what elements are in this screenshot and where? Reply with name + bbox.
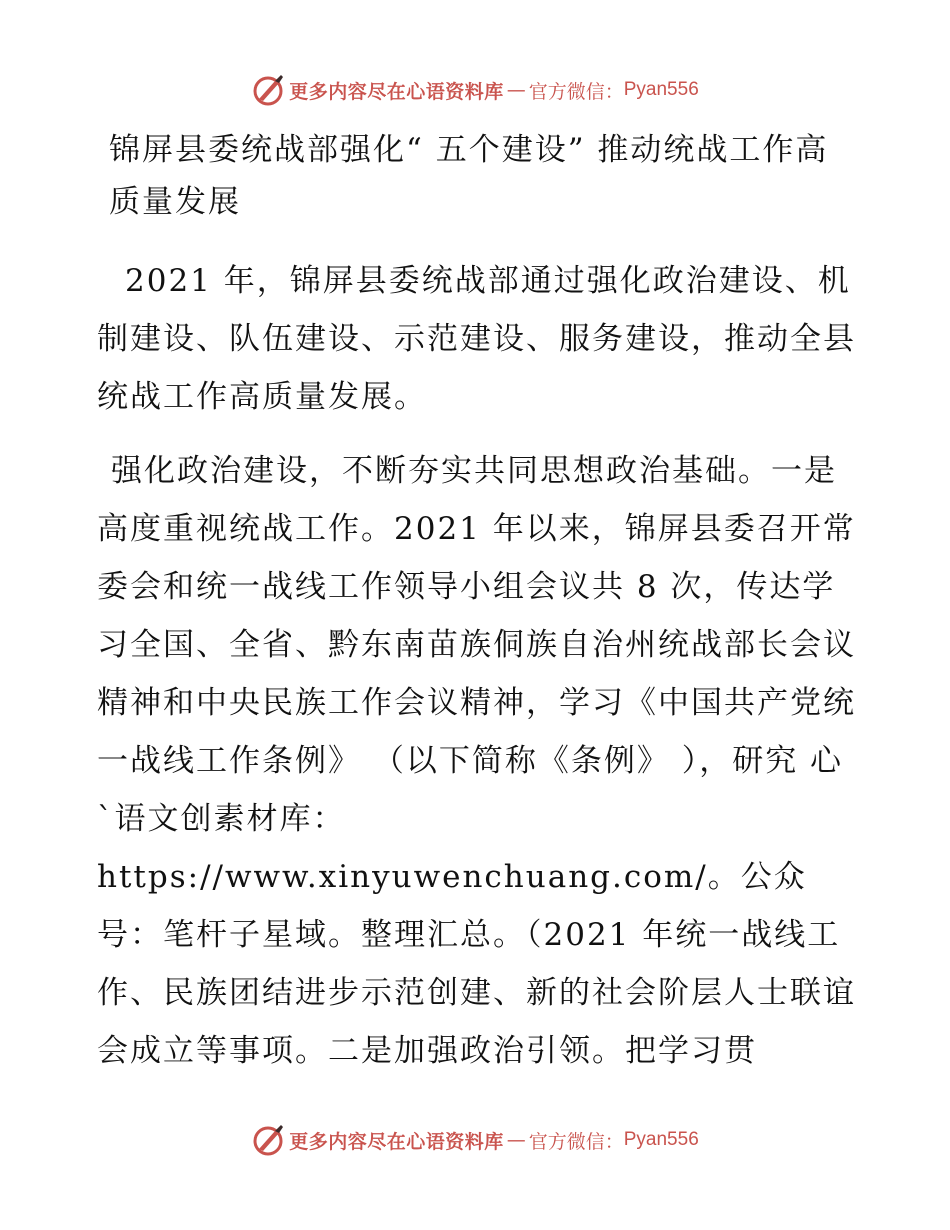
watermark-text: 更多内容尽在心语资料库 (289, 1130, 504, 1153)
watermark-text: 更多内容尽在心语资料库 (289, 80, 504, 103)
brush-pen-logo-icon (251, 73, 285, 107)
watermark-footer (0, 1120, 950, 1160)
paragraph-political: 强化政治建设，不断夯实共同思想政治基础。一是高度重视统战工作。2021 年以来，锦屏县委召开常委会和统一战线工作领导小组会议共 8 次，传达学习全国、全省、黔东南苗族侗族自治州统战部长会议精神和中央民族工作会议精神，学习《中国共产党统一战线工作条例》 （以下简称《条例》 ），研究 心`语文创素材库：https://www.xinyuwenchuang.com/。公众号：笔杆子星域。整理汇总。（2021 年统一战线工作、民族团结进步示范创建、新的社会阶层人士联谊会成立等事项。二是加强政治引领。把学习贯 (97, 453, 856, 1069)
document-body (97, 124, 857, 1080)
watermark-header (0, 70, 950, 110)
watermark-id: Pyan556 (623, 1129, 699, 1150)
watermark-id: Pyan556 (623, 79, 699, 100)
watermark-label: 官方微信： (528, 1130, 624, 1153)
document-title: 锦屏县委统战部强化“ 五个建设” 推动统战工作高质量发展 (109, 132, 829, 220)
watermark-separator: — (506, 1129, 526, 1151)
brush-pen-logo-icon (251, 1123, 285, 1157)
watermark-label: 官方微信： (528, 80, 624, 103)
watermark-separator: — (506, 79, 526, 101)
paragraph-intro: 2021 年，锦屏县委统战部通过强化政治建设、机制建设、队伍建设、示范建设、服务建设，推动全县统战工作高质量发展。 (97, 263, 856, 415)
